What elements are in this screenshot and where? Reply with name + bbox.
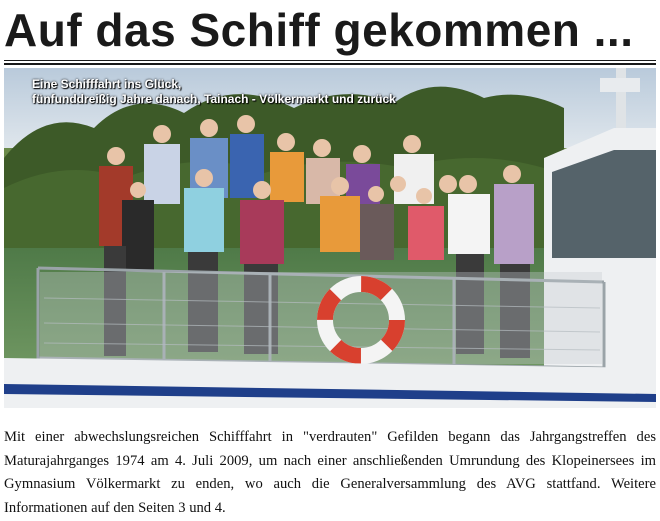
article-text: Mit einer abwechslungsreichen Schifffahrt in "verdrauten" Gefilden begann das Jahrgangstreffen des Maturajahrganges 1974 am 4. Juli 2009, um nach einer anschließenden Umrundung des Klopeinersees im Gymnasium Völkermarkt zu enden, wo auch die Generalversammlung des AVG stattfand. Weitere Informationen auf den Seiten 3 und 4. xyxy=(4,429,656,516)
caption-line-2: fünfunddreißig Jahre danach, Tainach - Völkermarkt und zurück xyxy=(32,92,396,106)
group-photo xyxy=(4,68,656,408)
headline-rule-thin xyxy=(4,60,656,61)
headline-rule-thick xyxy=(4,63,656,65)
photo-caption xyxy=(32,77,396,107)
boat-scene-illustration xyxy=(4,68,656,408)
headline: Auf das Schiff gekommen ... xyxy=(4,4,634,56)
caption-line-1: Eine Schifffahrt ins Glück, xyxy=(32,77,182,91)
